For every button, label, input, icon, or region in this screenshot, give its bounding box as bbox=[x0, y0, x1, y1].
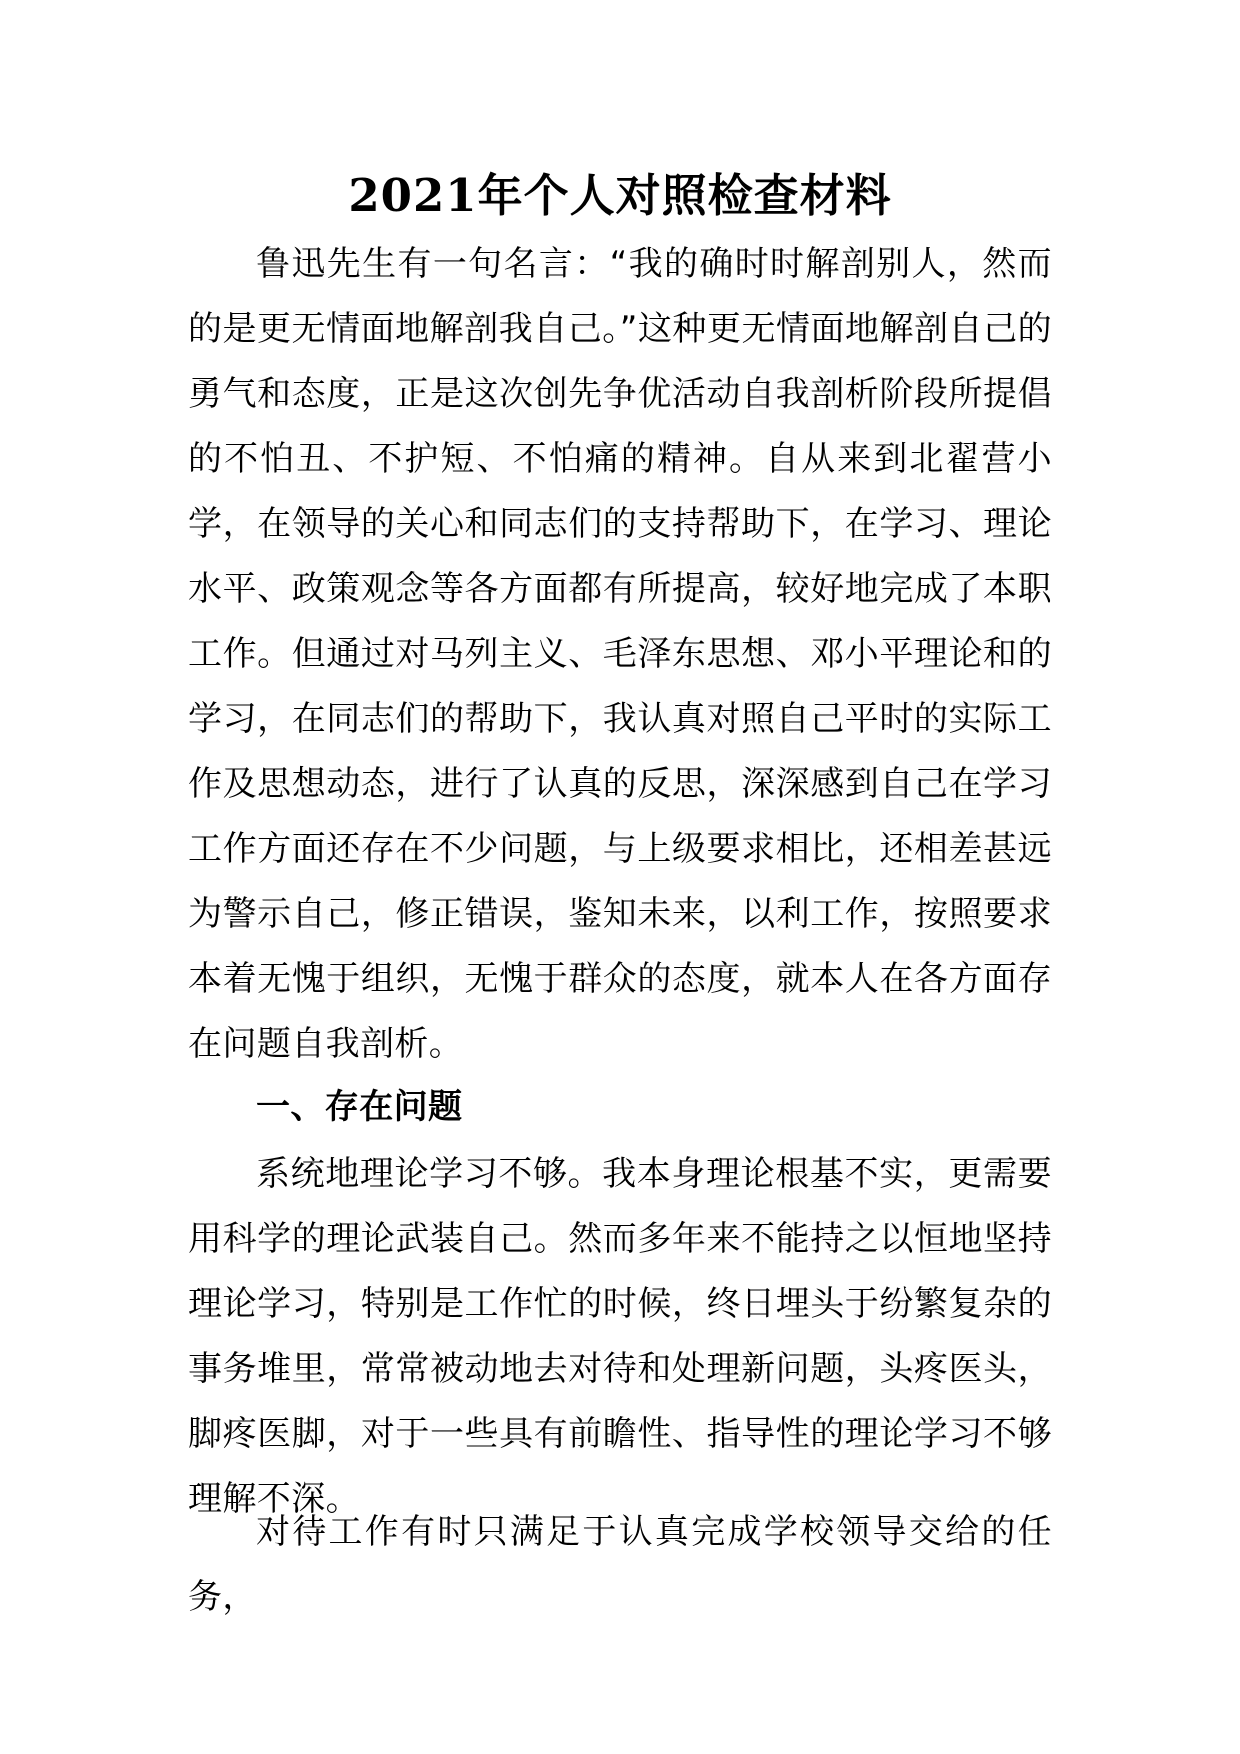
paragraph-text: 鲁迅先生有一句名言：“我的确时时解剖别人，然而的是更无情面地解剖我自己。”这种更无情面地解剖自己的勇气和态度，正是这次创先争优活动自我剖析阶段所提倡的不怕丑、不护短、不怕痛的精神。自从来到北翟营小学，在领导的关心和同志们的支持帮助下，在学习、理论水平、政策观念等各方面都有所提高，较好地完成了本职工作。但通过对马列主义、毛泽东思想、邓小平理论和的学习，在同志们的帮助下，我认真对照自己平时的实际工作及思想动态，进行了认真的反思，深深感到自己在学习工作方面还存在不少问题，与上级要求相比，还相差甚远为警示自己，修正错误，鉴知未来，以利工作，按照要求本着无愧于组织，无愧于群众的态度，就本人在各方面存在问题自我剖析。 bbox=[188, 244, 1052, 1064]
paragraph-intro bbox=[188, 232, 1052, 1077]
paragraph-theory-study bbox=[188, 1142, 1052, 1532]
paragraph-work-attitude bbox=[188, 1500, 1052, 1630]
document-title: 2021年个人对照检查材料 bbox=[348, 169, 892, 222]
paragraph-text: 系统地理论学习不够。我本身理论根基不实，更需要用科学的理论武装自己。然而多年来不能持之以恒地坚持理论学习，特别是工作忙的时候，终日埋头于纷繁复杂的事务堆里，常常被动地去对待和处理新问题，头疼医头，脚疼医脚，对于一些具有前瞻性、指导性的理论学习不够理解不深。 bbox=[188, 1154, 1052, 1519]
paragraph-text: 对待工作有时只满足于认真完成学校领导交给的任务， bbox=[188, 1512, 1052, 1617]
section-heading bbox=[188, 1075, 1052, 1140]
section-heading-text: 一、存在问题 bbox=[256, 1087, 463, 1127]
